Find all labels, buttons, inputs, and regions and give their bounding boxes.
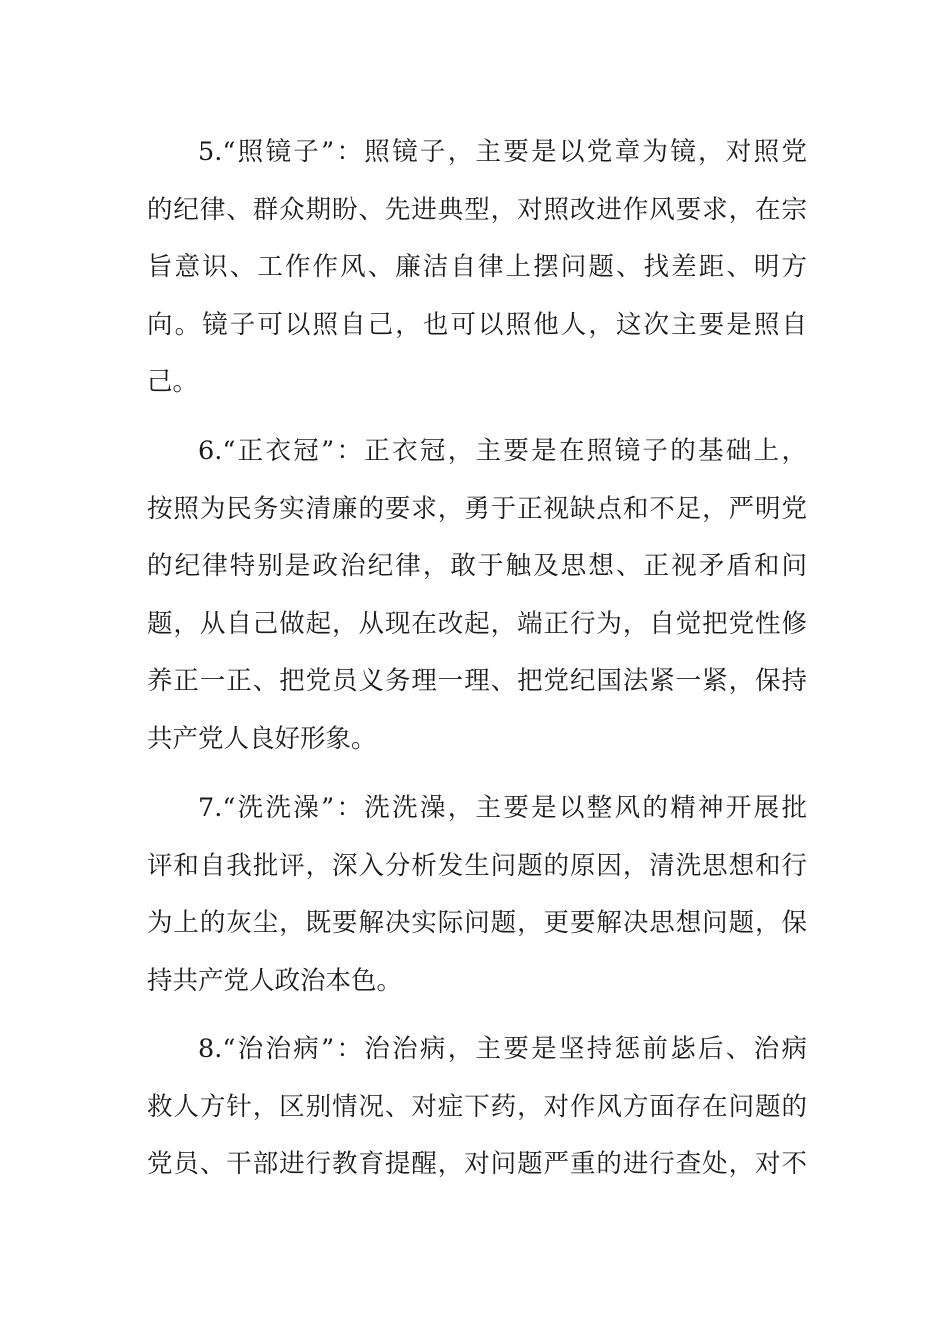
paragraph-line: 向。镜子可以照自己，也可以照他人，这次主要是照自 <box>147 309 807 340</box>
paragraph-line: 按照为民务实清廉的要求，勇于正视缺点和不足，严明党 <box>147 493 807 524</box>
paragraph-line: 旨意识、工作作风、廉洁自律上摆问题、找差距、明方 <box>147 252 807 282</box>
paragraph-line: 8.“治治病”：治治病，主要是坚持惩前毖后、治病 <box>198 1034 807 1064</box>
paragraph-line: 6.“正衣冠”：正衣冠，主要是在照镜子的基础上， <box>198 436 807 466</box>
paragraph-7 <box>147 780 807 1010</box>
paragraph-8 <box>147 1021 807 1194</box>
paragraph-line: 的纪律特别是政治纪律，敢于触及思想、正视矛盾和问 <box>147 551 807 581</box>
paragraph-6 <box>147 423 807 768</box>
paragraph-line: 救人方针，区别情况、对症下药，对作风方面存在问题的 <box>147 1091 807 1122</box>
paragraph-line: 的纪律、群众期盼、先进典型，对照改进作风要求，在宗 <box>147 194 807 225</box>
paragraph-line: 题，从自己做起，从现在改起，端正行为，自觉把党性修 <box>147 608 807 639</box>
paragraph-line: 党员、干部进行教育提醒，对问题严重的进行查处，对不 <box>147 1149 807 1179</box>
paragraph-line: 5.“照镜子”：照镜子，主要是以党章为镜，对照党 <box>198 137 807 167</box>
paragraph-line: 共产党人良好形象。 <box>147 723 377 754</box>
paragraph-line: 为上的灰尘，既要解决实际问题，更要解决思想问题，保 <box>147 908 807 938</box>
paragraph-line: 持共产党人政治本色。 <box>147 965 403 996</box>
paragraph-line: 养正一正、把党员义务理一理、把党纪国法紧一紧，保持 <box>147 666 807 696</box>
paragraph-line: 评和自我批评，深入分析发生问题的原因，清洗思想和行 <box>147 850 807 881</box>
paragraph-line: 己。 <box>147 367 199 397</box>
paragraph-line: 7.“洗洗澡”：洗洗澡，主要是以整风的精神开展批 <box>198 793 807 823</box>
paragraph-5 <box>147 124 807 412</box>
